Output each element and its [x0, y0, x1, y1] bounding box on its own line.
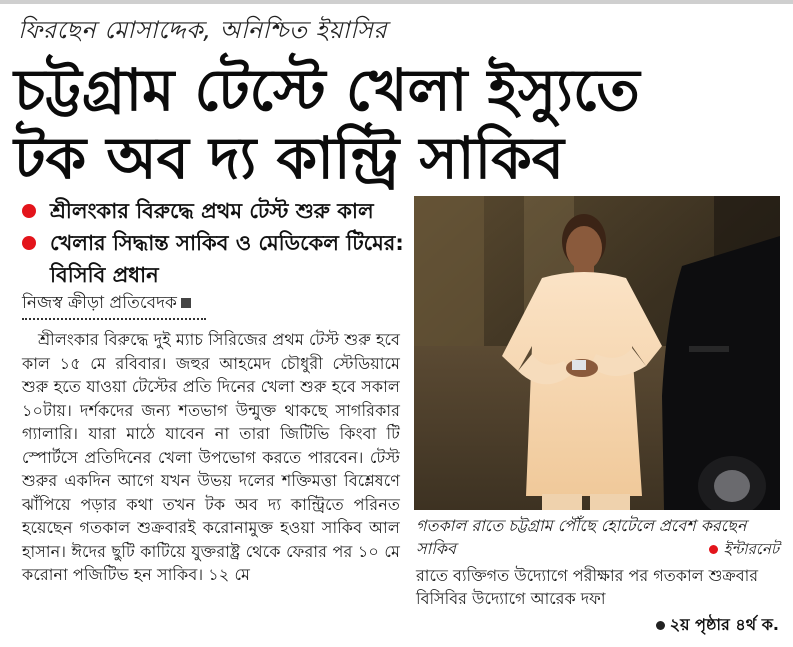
- photo-credit: [709, 538, 779, 563]
- headline-line-2: টক অব দ্য কান্ট্রি সাকিব: [14, 124, 565, 192]
- highlight-text: শ্রীলংকার বিরুদ্ধে প্রথম টেস্ট শুরু কাল: [50, 199, 374, 223]
- square-icon: [181, 298, 191, 308]
- byline-text: নিজস্ব ক্রীড়া প্রতিবেদক: [22, 293, 177, 313]
- black-dot-icon: [656, 621, 665, 630]
- highlight-item: [22, 195, 407, 227]
- photo-caption: গতকাল রাতে চট্টগ্রাম পৌঁছে হোটেলে প্রবেশ করছেন সাকিব: [416, 516, 747, 558]
- photo-illustration: [414, 196, 780, 510]
- continuation-link[interactable]: [656, 612, 779, 639]
- dotted-divider: [22, 318, 206, 320]
- red-bullet-icon: [22, 236, 36, 250]
- continuation-text: ২য় পৃষ্ঠার ৪র্থ ক.: [669, 615, 779, 634]
- highlights-list: [22, 195, 407, 291]
- red-dot-icon: [709, 545, 718, 554]
- byline: [22, 290, 191, 318]
- headline-line-1: চট্টগ্রাম টেস্টে খেলা ইস্যুতে: [14, 56, 640, 124]
- kicker: ফিরছেন মোসাদ্দেক, অনিশ্চিত ইয়াসির: [18, 16, 388, 44]
- red-bullet-icon: [22, 204, 36, 218]
- top-rule: [0, 0, 793, 4]
- photo-credit-text: ইন্টারনেট: [723, 540, 779, 558]
- article-body: শ্রীলংকার বিরুদ্ধে দুই ম্যাচ সিরিজের প্রথম টেস্ট শুরু হবে কাল ১৫ মে রবিবার। জহুর আহমেদ চৌধুরী স্টেডিয়ামে শুরু হতে যাওয়া টেস্টের প্রতি দিনের খেলা শুরু হবে সকাল ১০টায়। দর্শকদের জন্য শতভাগ উন্মুক্ত থাকছে সাগরিকার গ্যালারি। যারা মাঠে যাবেন না তারা জিটিভি কিংবা টি স্পোর্টসে প্রতিদিনের খেলা উপভোগ করতে পারবেন। টেস্ট শুরুর একদিন আগে যখন উভয় দলের শক্তিমত্তা বিশ্লেষণে ঝাঁপিয়ে পড়ার কথা তখন টক অব দ্য কান্ট্রিতে পরিনত হয়েছেন গতকাল শুক্রবারই করোনামুক্ত হওয়া সাকিব আল হাসান। ঈদের ছুটি কাটিয়ে যুক্তরাষ্ট্র থেকে ফেরার পর ১০ মে করোনা পজিটিভ হন সাকিব। ১২ মে: [22, 330, 400, 584]
- headline: [14, 56, 784, 192]
- highlight-item: [22, 227, 407, 291]
- article-photo: [414, 196, 780, 510]
- article-continued-text: রাতে ব্যক্তিগত উদ্যোগে পরীক্ষার পর গতকাল শুক্রবার বিসিবির উদ্যোগে আরেক দফা: [416, 566, 759, 608]
- highlight-text: খেলার সিদ্ধান্ত সাকিব ও মেডিকেল টিমের: বিসিবি প্রধান: [50, 231, 404, 287]
